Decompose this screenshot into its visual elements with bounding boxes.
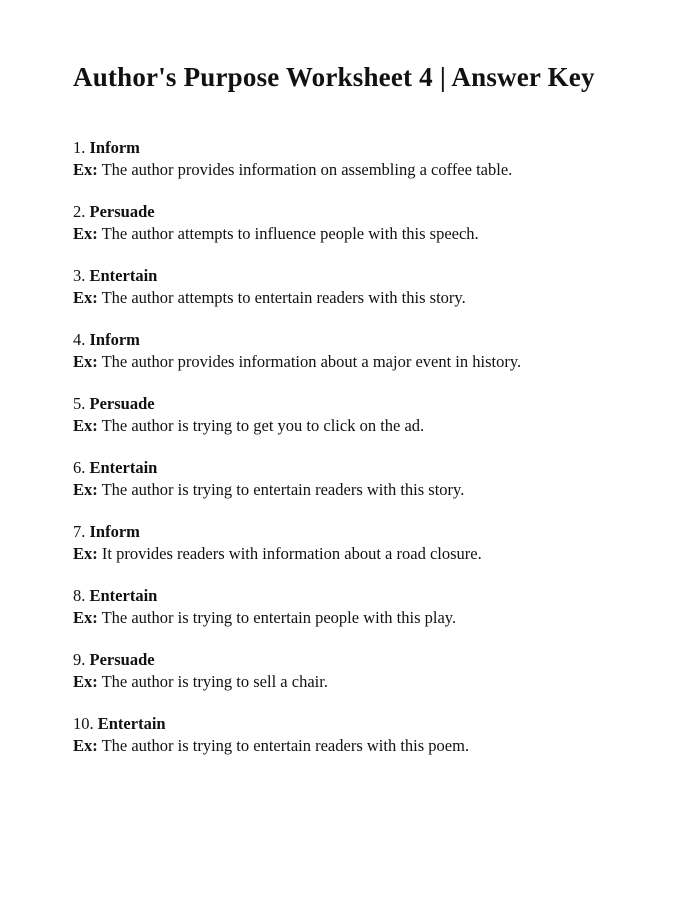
answer-line [73,329,660,351]
item-number: 6. [73,458,86,478]
ex-label: Ex: [73,671,98,691]
answer-line [73,457,660,479]
answer-text: Entertain [89,586,158,606]
example-line [73,223,660,245]
answer-line [73,137,660,159]
example-line [73,671,660,693]
answer-text: Inform [89,138,140,158]
item-number: 3. [73,266,86,286]
worksheet-item-9 [73,649,660,692]
item-number: 2. [73,202,86,222]
answer-line [73,393,660,415]
worksheet-item-10 [73,713,660,756]
example-text: The author is trying to entertain readers with this poem. [101,735,470,755]
example-text: The author attempts to influence people with this speech. [101,223,479,243]
answer-line [73,521,660,543]
example-text: It provides readers with information about a road closure. [101,543,482,563]
ex-label: Ex: [73,607,98,627]
example-text: The author is trying to get you to click on the ad. [101,415,425,435]
worksheet-item-3 [73,265,660,308]
worksheet-item-1 [73,137,660,180]
worksheet-item-2 [73,201,660,244]
example-text: The author is trying to sell a chair. [101,671,328,691]
worksheet-item-8 [73,585,660,628]
ex-label: Ex: [73,351,98,371]
answer-text: Persuade [89,394,155,414]
item-number: 7. [73,522,86,542]
ex-label: Ex: [73,415,98,435]
item-number: 5. [73,394,86,414]
ex-label: Ex: [73,287,98,307]
ex-label: Ex: [73,223,98,243]
answer-text: Persuade [89,202,155,222]
item-number: 1. [73,138,86,158]
answer-text: Entertain [89,266,158,286]
example-line [73,735,660,757]
answer-text: Entertain [97,714,166,734]
worksheet-item-6 [73,457,660,500]
answer-text: Entertain [89,458,158,478]
example-text: The author is trying to entertain people with this play. [101,607,457,627]
worksheet-item-7 [73,521,660,564]
item-number: 8. [73,586,86,606]
item-number: 4. [73,330,86,350]
example-text: The author provides information about a major event in history. [101,351,522,371]
example-line [73,479,660,501]
example-line [73,351,660,373]
example-text: The author attempts to entertain readers with this story. [101,287,466,307]
ex-label: Ex: [73,159,98,179]
answer-text: Inform [89,522,140,542]
answer-line [73,585,660,607]
answer-text: Persuade [89,650,155,670]
example-line [73,159,660,181]
example-line [73,287,660,309]
ex-label: Ex: [73,735,98,755]
ex-label: Ex: [73,543,98,563]
worksheet-item-5 [73,393,660,436]
ex-label: Ex: [73,479,98,499]
answer-line [73,649,660,671]
example-line [73,543,660,565]
example-line [73,415,660,437]
example-text: The author is trying to entertain readers with this story. [101,479,465,499]
answer-line [73,265,660,287]
answer-line [73,713,660,735]
worksheet-content [73,62,660,777]
worksheet-item-4 [73,329,660,372]
answer-text: Inform [89,330,140,350]
item-number: 10. [73,714,94,734]
example-line [73,607,660,629]
page-title: Author's Purpose Worksheet 4 | Answer Key [73,62,595,92]
answer-line [73,201,660,223]
example-text: The author provides information on assembling a coffee table. [101,159,513,179]
item-number: 9. [73,650,86,670]
